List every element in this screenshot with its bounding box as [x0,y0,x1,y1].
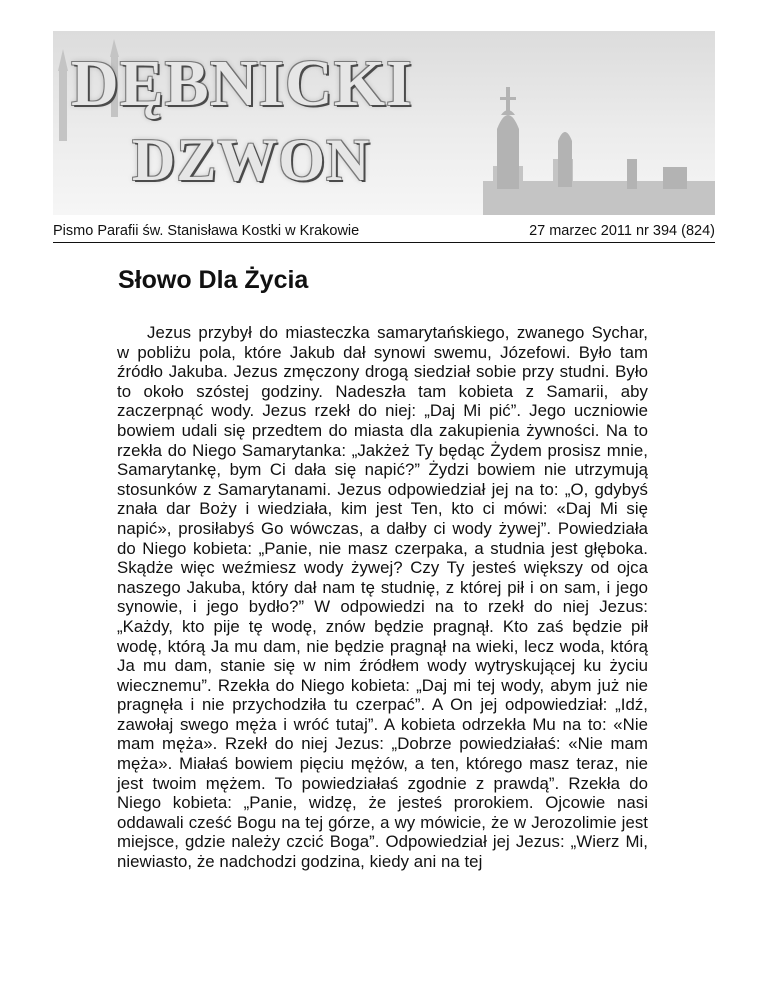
header-divider [53,242,715,243]
article-body: Jezus przybył do miasteczka samarytańskiego, zwanego Sychar, w pobliżu pola, które Jakub dał synowi swemu, Józefowi. Było tam źródło Jakuba. Jezus zmęczony drogą siedział sobie przy studni. Było to około szóstej godziny. Nadeszła tam kobieta z Samarii, aby zaczerpnąć wody. Jezus rzekł do niej: „Daj Mi pić”. Jego uczniowie bowiem udali się przedtem do miasta dla zakupienia żywności. Na to rzekła do Niego Samarytanka: „Jakżeż Ty będąc Żydem prosisz mnie, Samarytankę, bym Ci dała się napić?” Żydzi bowiem nie utrzymują stosunków z Samarytanami. Jezus odpowiedział jej na to: „O, gdybyś znała dar Boży i wiedziała, kim jest Ten, kto ci mówi: «Daj Mi się napić», prosiłabyś Go wówczas, a dałby ci wody żywej”. Powiedziała do Niego kobieta: „Panie, nie masz czerpaka, a studnia jest głęboka. Skądże więc weźmiesz wody żywej? Czy Ty jesteś większy od ojca naszego Jakuba, który dał nam tę studnię, z której pił i on sam, i jego synowie, i jego bydło?” W odpowiedzi na to rzekł do niej Jezus: „Każdy, kto pije tę wodę, znów będzie pragnął. Kto zaś będzie pił wodę, którą Ja mu dam, nie będzie pragnął na wieki, lecz woda, którą Ja mu dam, stanie się w nim źródłem wody wytryskującej ku życiu wiecznemu”. Rzekła do Niego kobieta: „Daj mi tej wody, abym już nie pragnęła i nie przychodziła tu czerpać”. A On jej odpowiedział: „Idź, zawołaj swego męża i wróć tutaj”. A kobieta odrzekła Mu na to: «Nie mam męża». Rzekł do niej Jezus: „Dobrze powiedziałaś: «Nie mam męża». Miałaś bowiem pięciu mężów, a ten, którego masz teraz, nie jest twoim mężem. To powiedziałaś zgodnie z prawdą”. Rzekła do Niego kobieta: „Panie, widzę, że jesteś prorokiem. Ojcowie nasi oddawali cześć Bogu na tej górze, a wy mówicie, że w Jerozolimie jest miejsce, gdzie należy czcić Boga”. Odpowiedział jej Jezus: „Wierz Mi, niewiasto, że nadchodzi godzina, kiedy ani na tej [117,323,648,872]
masthead-title-line-2: DZWON [132,127,371,193]
publisher-line: Pismo Parafii św. Stanisława Kostki w Krakowie [53,223,360,239]
masthead [53,31,715,215]
masthead-title-line-1: DĘBNICKI [71,47,413,120]
issue-date: 27 marzec 2011 nr 394 (824) [529,223,715,239]
article-title: Słowo Dla Życia [118,266,309,294]
